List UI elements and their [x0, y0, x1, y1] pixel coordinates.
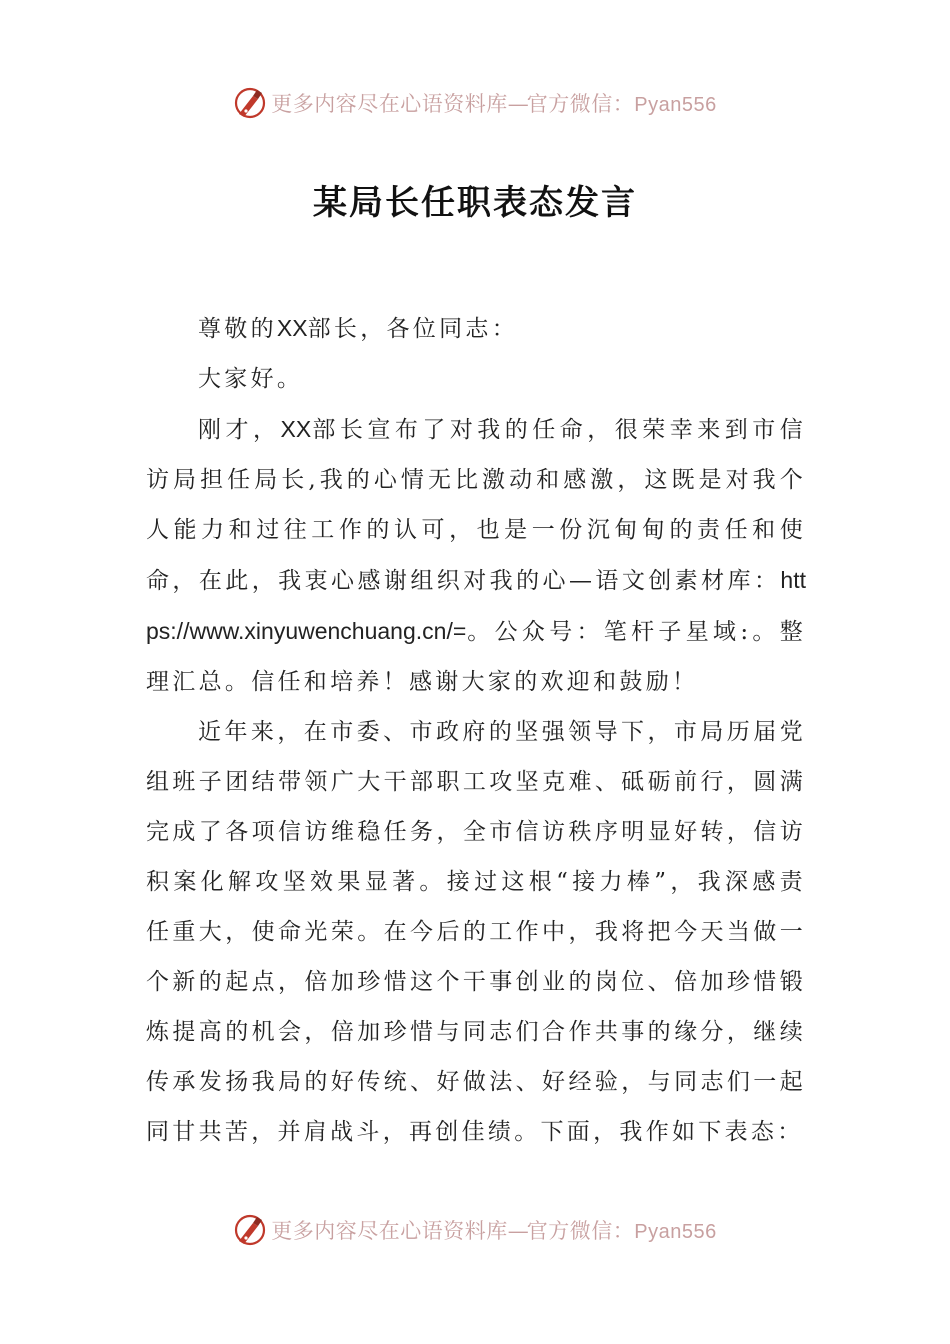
paragraph-greeting — [146, 354, 806, 404]
watermark-dash: — — [507, 92, 527, 116]
watermark-label: 官方微信： — [526, 1219, 635, 1243]
pen-logo-icon — [233, 1213, 267, 1247]
watermark-handle: Pyan556 — [634, 94, 717, 116]
watermark-text — [271, 88, 716, 118]
pen-logo-icon — [233, 86, 267, 120]
paragraph-appointment — [146, 404, 806, 707]
text-segment: 刚才， — [198, 417, 281, 443]
text-segment: 大家好。 — [198, 366, 304, 392]
document-body — [146, 303, 806, 1157]
url-text: https://www.xinyuwenchuang.cn/= — [146, 567, 806, 644]
watermark-dash: — — [507, 1219, 527, 1243]
text-segment: 近年来，在市委、市政府的坚强领导下，市局历届党组班子团结带领广大干部职工攻坚克难、砥砺前行，圆满完成了各项信访维稳任务，全市信访秩序明显好转，信访积案化解攻坚效果显著。接过这根“接力棒”，我深感责任重大，使命光荣。在今后的工作中，我将把今天当做一个新的起点，倍加珍惜这个干事创业的岗位、倍加珍惜锻炼提高的机会，倍加珍惜与同志们合作共事的缘分，继续传承发扬我局的好传统、好做法、好经验，与同志们一起同甘共苦，并肩战斗，再创佳绩。下面，我作如下表态： — [146, 719, 806, 1145]
text-segment: 。公众号：笔杆子星域:。整理汇总。信任和培养！感谢大家的欢迎和鼓励！ — [146, 619, 806, 695]
watermark-handle: Pyan556 — [634, 1221, 717, 1243]
watermark-main: 更多内容尽在心语资料库 — [271, 1219, 508, 1243]
document-title: 某局长任职表态发言 — [313, 183, 637, 223]
text-segment: XX — [276, 315, 308, 341]
text-segment: 尊敬的 — [198, 316, 277, 342]
watermark-label: 官方微信： — [526, 92, 635, 116]
paragraph-review — [146, 707, 806, 1157]
watermark-text — [271, 1215, 716, 1245]
text-segment: XX — [280, 416, 312, 442]
footer-watermark-banner — [0, 1210, 950, 1250]
header-watermark-banner — [0, 83, 950, 123]
text-segment: 部长，各位同志： — [307, 316, 518, 342]
text-segment: 部长宣布了对我的任命，很荣幸来到市信访局担任局长,我的心情无比激动和感激，这既是对我个人能力和过往工作的认可，也是一份沉甸甸的责任和使命，在此，我衷心感谢组织对我的心—语文创素材库： — [146, 417, 807, 594]
watermark-main: 更多内容尽在心语资料库 — [271, 92, 508, 116]
paragraph-salutation — [146, 303, 806, 354]
